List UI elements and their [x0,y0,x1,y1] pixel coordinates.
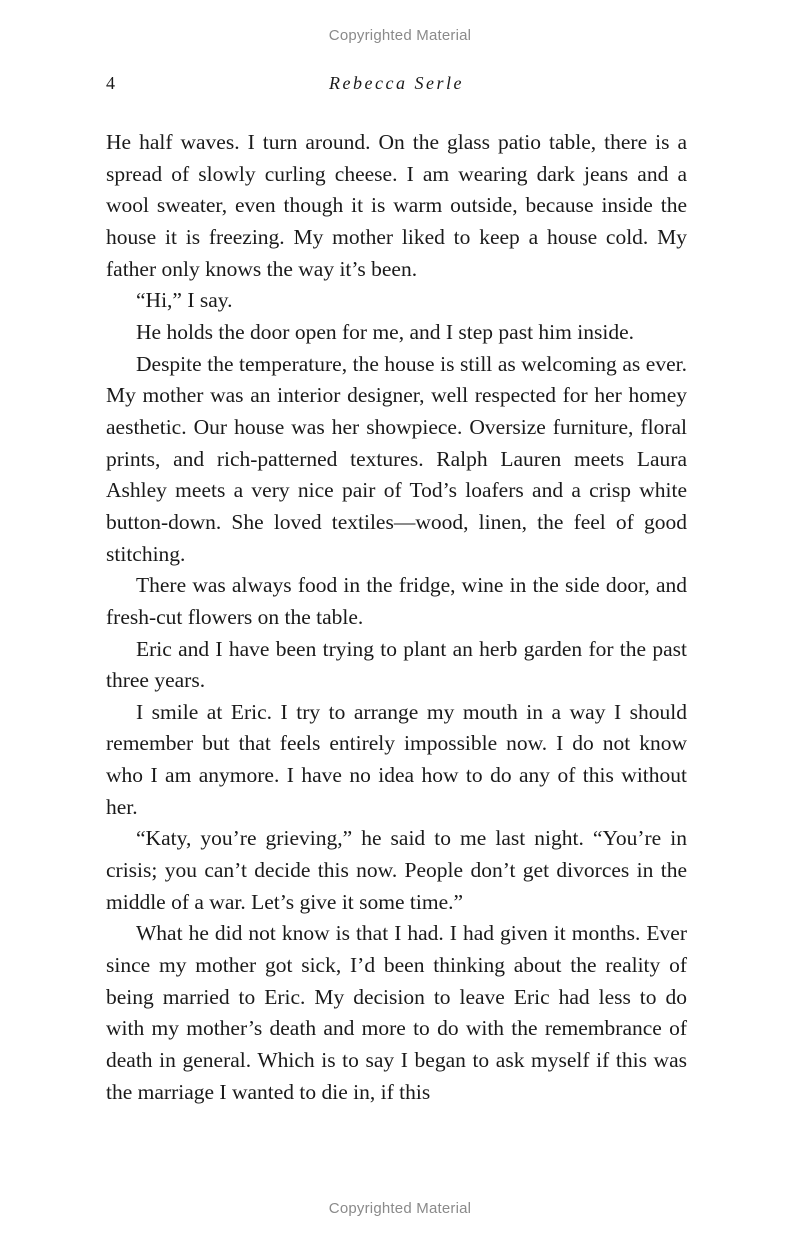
running-head [106,73,687,97]
paragraph: “Hi,” I say. [136,288,233,313]
page-number: 4 [106,73,115,93]
paragraph: What he did not know is that I had. I had given it months. Ever since my mother got sick, I’d been thinking about the reality of being married to Eric. My decision to leave Eric had less to do with my mother’s death and more to do with the remembrance of death in general. Which is to say I began to ask myself if this was the marriage I wanted to die in, if this [106,921,687,1104]
copyright-watermark-top: Copyrighted Material [328,27,472,44]
paragraph: There was always food in the fridge, wine in the side door, and fresh-cut flowers on the table. [106,573,687,629]
paragraph: I smile at Eric. I try to arrange my mouth in a way I should remember but that feels entirely impossible now. I do not know who I am anymore. I have no idea how to do any of this without her. [106,699,687,819]
copyright-watermark-bottom: Copyrighted Material [328,1200,472,1217]
book-body-text [106,127,687,1108]
paragraph: Despite the temperature, the house is still as welcoming as ever. My mother was an interior designer, well respected for her homey aesthetic. Our house was her showpiece. Oversize furniture, floral prints, and rich-patterned textures. Ralph Lauren meets Laura Ashley meets a very nice pair of Tod’s loafers and a crisp white button-down. She loved textiles—wood, linen, the feel of good stitching. [106,351,687,566]
paragraph: “Katy, you’re grieving,” he said to me last night. “You’re in crisis; you can’t decide this now. People don’t get divorces in the middle of a war. Let’s give it some time.” [106,826,687,914]
book-author: Rebecca Serle [329,73,464,93]
paragraph: Eric and I have been trying to plant an herb garden for the past three years. [106,636,687,693]
paragraph: He half waves. I turn around. On the glass patio table, there is a spread of slowly curling cheese. I am wearing dark jeans and a wool sweater, even though it is warm outside, because inside the house it is freezing. My mother liked to keep a house cold. My father only knows the way it’s been. [106,130,687,281]
paragraph: He holds the door open for me, and I step past him inside. [136,319,634,344]
